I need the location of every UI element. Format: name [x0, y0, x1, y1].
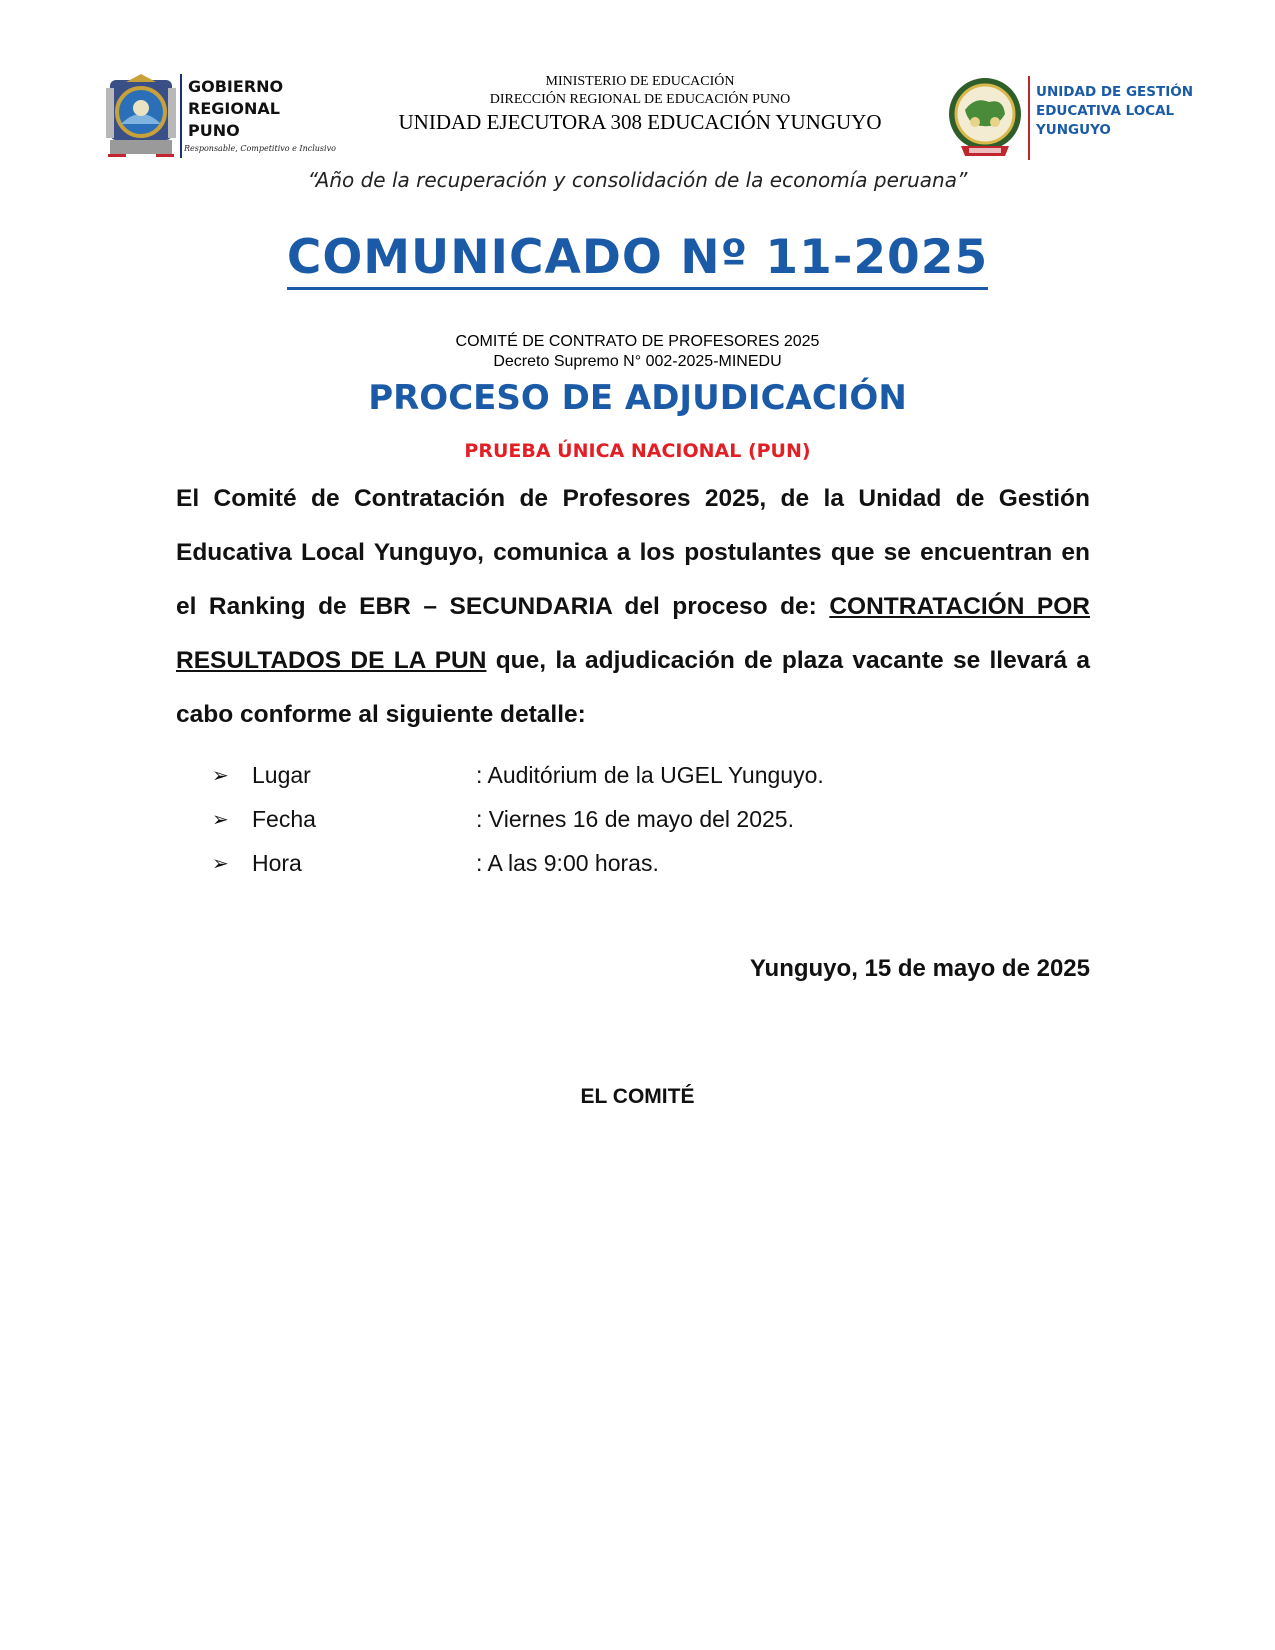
right-logo-line2: EDUCATIVA LOCAL	[1036, 103, 1175, 119]
committee-heading	[0, 332, 1275, 372]
gobierno-regional-puno-logo	[104, 74, 336, 164]
arrow-bullet-icon: ➢	[212, 765, 229, 787]
decree-reference: Decreto Supremo N° 002-2025-MINEDU	[493, 353, 782, 370]
left-logo-line1: GOBIERNO	[188, 77, 284, 96]
right-logo-line3: YUNGUYO	[1036, 122, 1111, 138]
process-title: PROCESO DE ADJUDICACIÓN	[368, 378, 907, 418]
page-title	[0, 230, 1275, 285]
detail-label: Hora	[252, 850, 302, 876]
executing-unit-line: UNIDAD EJECUTORA 308 EDUCACIÓN YUNGUYO	[398, 110, 882, 134]
committee-name: COMITÉ DE CONTRATO DE PROFESORES 2025	[455, 333, 820, 350]
detail-value: : A las 9:00 horas.	[476, 850, 659, 876]
detail-label: Fecha	[252, 806, 316, 832]
ugel-yunguyo-seal-icon	[945, 76, 1025, 160]
header-institution	[340, 73, 940, 135]
right-logo-text	[1036, 83, 1193, 140]
right-logo-divider	[1028, 76, 1030, 160]
body-underlined: CONTRATACIÓN POR RESULTADOS DE LA PUN	[176, 593, 1090, 674]
gobierno-regional-puno-emblem-icon	[104, 74, 178, 158]
announcement-body	[176, 472, 1090, 742]
regional-direction-line: DIRECCIÓN REGIONAL DE EDUCACIÓN PUNO	[489, 92, 791, 107]
page-title-text: COMUNICADO Nº 11-2025	[287, 230, 988, 290]
left-logo-slogan: Responsable, Competitivo e Inclusivo	[184, 144, 336, 153]
pun-subtitle: PRUEBA ÚNICA NACIONAL (PUN)	[464, 440, 811, 462]
left-logo-line3: PUNO	[188, 121, 240, 140]
left-logo-text	[188, 76, 283, 142]
right-logo-line1: UNIDAD DE GESTIÓN	[1036, 84, 1194, 100]
signature: EL COMITÉ	[580, 1085, 695, 1108]
detail-value: : Auditórium de la UGEL Yunguyo.	[476, 762, 824, 788]
detail-row-fecha	[212, 806, 1012, 838]
left-logo-line2: REGIONAL	[188, 99, 280, 118]
date-line: Yunguyo, 15 de mayo de 2025	[749, 955, 1090, 982]
arrow-bullet-icon: ➢	[212, 809, 229, 831]
arrow-bullet-icon: ➢	[212, 853, 229, 875]
detail-label: Lugar	[252, 762, 311, 788]
detail-row-hora	[212, 850, 1012, 882]
year-motto: “Año de la recuperación y consolidación de la economía peruana”	[307, 168, 968, 192]
body-part2: que, la adjudicación de plaza vacante se llevará a cabo conforme al siguiente detalle:	[176, 647, 1090, 728]
left-logo-divider	[180, 74, 182, 158]
ministry-line: MINISTERIO DE EDUCACIÓN	[545, 74, 735, 89]
detail-value: : Viernes 16 de mayo del 2025.	[476, 806, 794, 832]
body-part1: El Comité de Contratación de Profesores 2025, de la Unidad de Gestión Educativa Local Yunguyo, comunica a los postulantes que se encuentran en el Ranking de EBR – SECUNDARIA del proceso de:	[176, 485, 1090, 620]
ugel-yunguyo-logo	[945, 76, 1195, 166]
detail-row-lugar	[212, 762, 1012, 794]
